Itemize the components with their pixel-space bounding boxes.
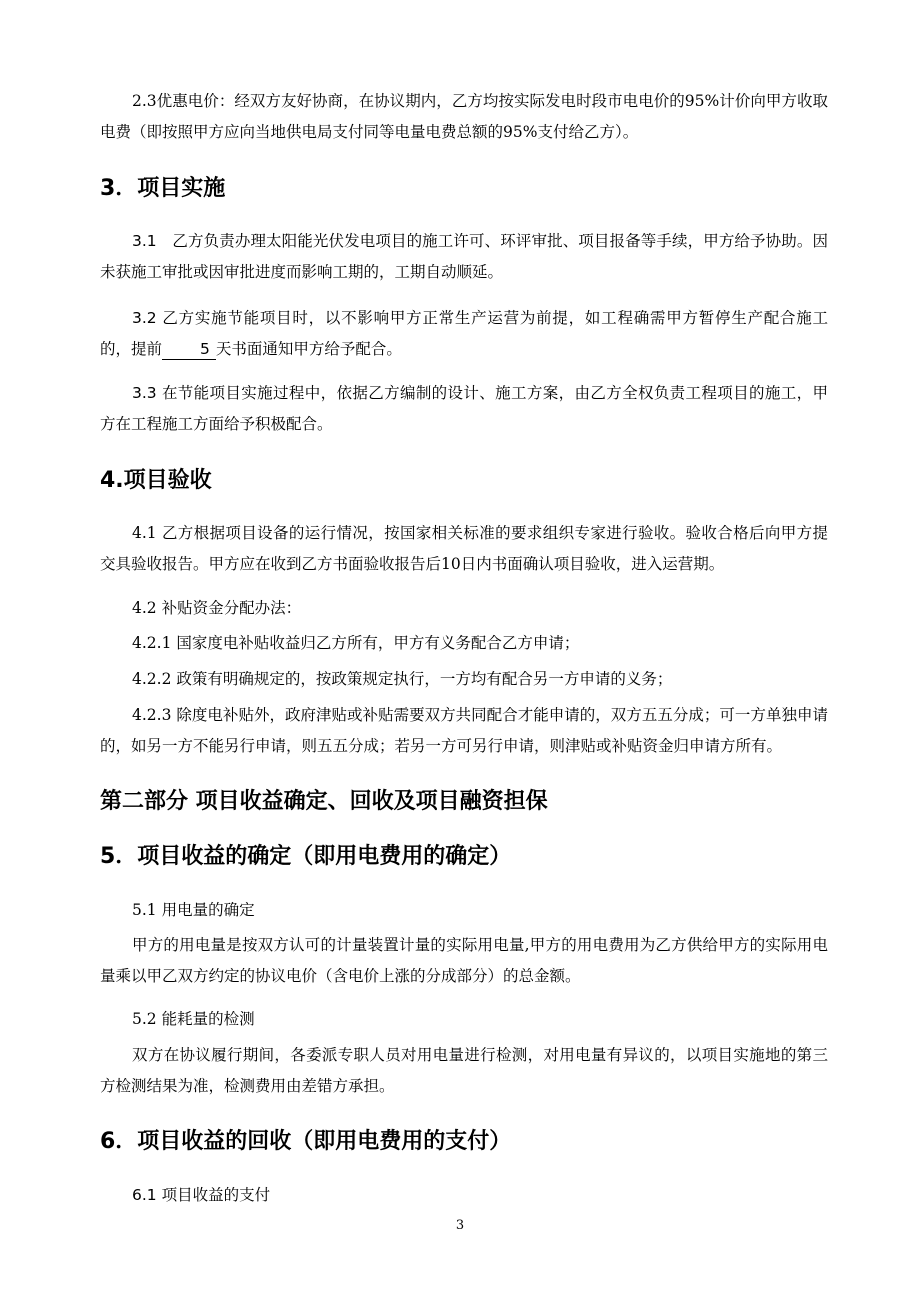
clause-2-3: 2.3优惠电价：经双方友好协商，在协议期内，乙方均按实际发电时段市电电价的95%计价向甲方收取电费（即按照甲方应向当地供电局支付同等电量电费总额的95%支付给乙方）。 bbox=[100, 92, 828, 141]
clause-3-3: 3.3 在节能项目实施过程中，依据乙方编制的设计、施工方案，由乙方全权负责工程项目的施工，甲方在工程施工方面给予积极配合。 bbox=[100, 384, 828, 433]
clause-3-2-text-end: 天书面通知甲方给予配合。 bbox=[215, 340, 402, 358]
heading-section-3: 3．项目实施 bbox=[100, 176, 226, 201]
clause-5-1-body: 甲方的用电量是按双方认可的计量装置计量的实际用电量,甲方的用电费用为乙方供给甲方的实际用电量乘以甲乙双方约定的协议电价（含电价上涨的分成部分）的总金额。 bbox=[100, 936, 828, 985]
clause-4-2-3: 4.2.3 除度电补贴外，政府津贴或补贴需要双方共同配合才能申请的，双方五五分成；可一方单独申请的，如另一方不能另行申请，则五五分成；若另一方可另行申请，则津贴或补贴资金归申请方所有。 bbox=[100, 706, 828, 755]
clause-6-1: 6.1 项目收益的支付 bbox=[132, 1186, 271, 1204]
heading-section-5: 5．项目收益的确定（即用电费用的确定） bbox=[100, 844, 512, 869]
heading-part-2: 第二部分 项目收益确定、回收及项目融资担保 bbox=[100, 789, 548, 814]
clause-4-2: 4.2 补贴资金分配办法： bbox=[132, 599, 302, 617]
clause-4-2-1: 4.2.1 国家度电补贴收益归乙方所有，甲方有义务配合乙方申请； bbox=[132, 634, 580, 652]
heading-section-4: 4.项目验收 bbox=[100, 468, 212, 493]
clause-3-2-text: 3.2 乙方实施节能项目时，以不影响甲方正常生产运营为前提，如工程确需甲方暂停生产配合施工的，提前 bbox=[100, 309, 828, 358]
clause-5-1-title: 5.1 用电量的确定 bbox=[132, 901, 255, 919]
clause-3-1: 3.1 乙方负责办理太阳能光伏发电项目的施工许可、环评审批、项目报备等手续，甲方给予协助。因未获施工审批或因审批进度而影响工期的，工期自动顺延。 bbox=[100, 232, 828, 281]
heading-section-6: 6．项目收益的回收（即用电费用的支付） bbox=[100, 1129, 512, 1154]
notice-days-value: 5 bbox=[162, 339, 216, 360]
page-number: 3 bbox=[455, 1218, 465, 1233]
clause-3-2 bbox=[100, 303, 828, 365]
clause-5-2-body: 双方在协议履行期间，各委派专职人员对用电量进行检测，对用电量有异议的，以项目实施地的第三方检测结果为准，检测费用由差错方承担。 bbox=[100, 1046, 828, 1095]
clause-4-2-2: 4.2.2 政策有明确规定的，按政策规定执行，一方均有配合另一方申请的义务； bbox=[132, 670, 673, 688]
clause-4-1: 4.1 乙方根据项目设备的运行情况，按国家相关标准的要求组织专家进行验收。验收合格后向甲方提交具验收报告。甲方应在收到乙方书面验收报告后10日内书面确认项目验收，进入运营期。 bbox=[100, 524, 828, 573]
clause-5-2-title: 5.2 能耗量的检测 bbox=[132, 1010, 255, 1028]
